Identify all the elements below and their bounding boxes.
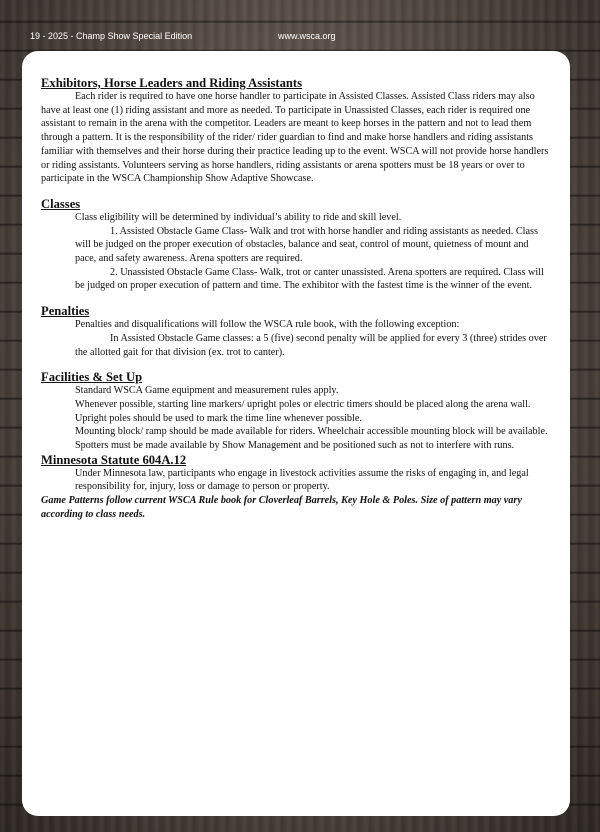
heading-penalties: Penalties <box>41 304 90 319</box>
exhibitors-body: Each rider is required to have one horse handler to participate in Assisted Classes. Assisted Class riders may also have at least one (1) riding assistant and more as needed. To participate in Unassisted Classes, each rider is required one assistant to remain in the arena with the competitor. Leaders are meant to keep horses in the pattern and not to lead them through a pattern. It is the responsibility of the rider/ rider guardian to find and make horse handlers and riding assistants familiar with themselves and their horse during their practice leading up to the event. WSCA will not provide horse handlers or riding assistants. Volunteers serving as horse handlers, riding assistants or arena spotters must be 18 years or over to participate in the WSCA Championship Show Adaptive Showcase. <box>41 91 549 185</box>
classes-item-1: 1. Assisted Obstacle Game Class- Walk and trot with horse handler and riding assistants as needed. Class will be judged on the proper execution of obstacles, balance and seat, control of mount, quietness of mount and pace, and safety awareness. Arena spotters are required. <box>75 225 538 265</box>
heading-exhibitors: Exhibitors, Horse Leaders and Riding Assistants <box>41 76 303 90</box>
classes-intro: Class eligibility will be determined by individual’s ability to ride and skill level. <box>75 211 402 223</box>
game-patterns-note: Game Patterns follow current WSCA Rule book for Cloverleaf Barrels, Key Hole & Poles. Size of pattern may vary according to class needs. <box>41 495 522 520</box>
penalties-intro: Penalties and disqualifications will follow the WSCA rule book, with the following exception: <box>75 319 460 331</box>
heading-statute: Minnesota Statute 604A.12 <box>41 452 187 467</box>
statute-body: Under Minnesota law, participants who engage in livestock activities assume the risks of engaging in, and legal responsibility for, injury, loss or damage to person or property. <box>75 467 529 493</box>
facilities-line: Mounting block/ ramp should be made available for riders. Wheelchair accessible mounting block will be available. <box>75 426 548 438</box>
facilities-line: Upright poles should be used to mark the time line whenever possible. <box>75 412 362 424</box>
heading-facilities: Facilities & Set Up <box>41 370 143 385</box>
header-edition: 19 - 2025 - Champ Show Special Edition <box>30 31 193 41</box>
classes-item-2: 2. Unassisted Obstacle Game Class- Walk, trot or canter unassisted. Arena spotters are required. Class will be judged on proper execution of pattern and time. The exhibitor with the fastest time is the winner of the event. <box>75 266 544 292</box>
content-page <box>22 51 570 816</box>
facilities-line: Standard WSCA Game equipment and measurement rules apply. <box>75 385 339 397</box>
page-header <box>0 0 600 50</box>
penalties-item: In Assisted Obstacle Game classes: a 5 (five) second penalty will be applied for every 3 (three) strides over the allotted gait for that division (ex. trot to canter). <box>75 332 547 358</box>
facilities-line: Whenever possible, starting line markers/ upright poles or electric timers should be placed along the arena wall. <box>75 398 531 410</box>
heading-classes: Classes <box>41 196 81 211</box>
header-website: www.wsca.org <box>278 31 336 41</box>
facilities-line: Spotters must be made available by Show Management and be positioned such as not to interfere with runs. <box>75 440 515 452</box>
